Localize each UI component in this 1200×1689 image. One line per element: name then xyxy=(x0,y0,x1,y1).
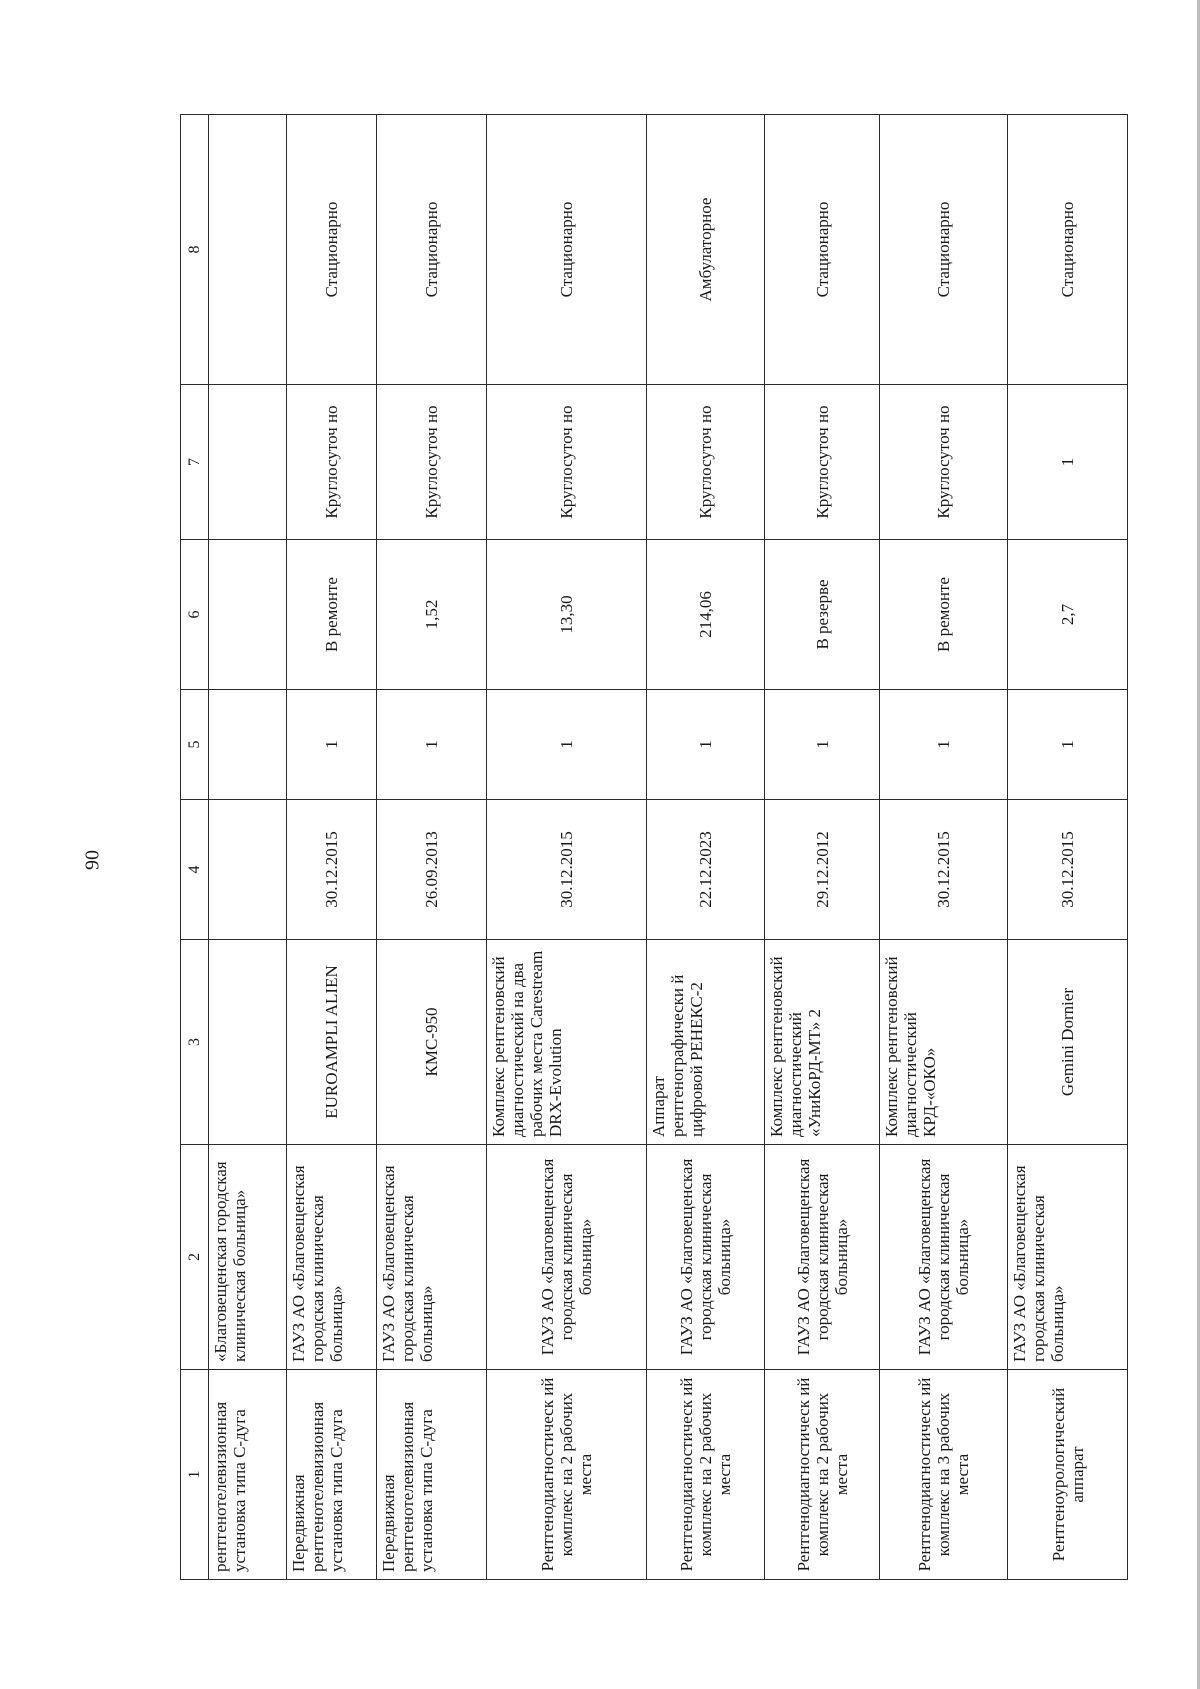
cell-schedule: Круглосуточ но xyxy=(647,385,765,540)
cell-schedule: Круглосуточ но xyxy=(487,385,647,540)
cell-model: Комплекс рентгеновский диагностический «УниКоРД-МТ» 2 xyxy=(765,940,880,1145)
cell-model: Аппарат рентгенографически й цифровой РЕНЕКС-2 xyxy=(647,940,765,1145)
cell-mode: Стационарно xyxy=(880,115,1008,385)
table-row xyxy=(880,115,1008,1580)
header-cell-3: 3 xyxy=(181,940,209,1145)
cell-value: В ремонте xyxy=(880,540,1008,690)
table-row xyxy=(765,115,880,1580)
cell-equipment-type: Рентгенодиагностическ ий комплекс на 2 рабочих места xyxy=(765,1370,880,1580)
cell-date: 30.12.2015 xyxy=(1008,800,1128,940)
cell-organization: ГАУЗ АО «Благовещенская городская клиническая больница» xyxy=(287,1145,377,1370)
header-cell-7: 7 xyxy=(181,385,209,540)
cell-mode: Стационарно xyxy=(1008,115,1128,385)
cell-organization: «Благовещенская городская клиническая больница» xyxy=(209,1145,287,1370)
cell-mode: Стационарно xyxy=(377,115,487,385)
cell-organization: ГАУЗ АО «Благовещенская городская клиническая больница» xyxy=(880,1145,1008,1370)
table-row xyxy=(287,115,377,1580)
cell-value: 1,52 xyxy=(377,540,487,690)
table-row xyxy=(209,115,287,1580)
cell-schedule: 1 xyxy=(1008,385,1128,540)
header-cell-2: 2 xyxy=(181,1145,209,1370)
header-cell-5: 5 xyxy=(181,690,209,800)
cell-count: 1 xyxy=(487,690,647,800)
header-cell-6: 6 xyxy=(181,540,209,690)
table-row xyxy=(377,115,487,1580)
rotated-table-container xyxy=(180,115,1087,1580)
table-row xyxy=(647,115,765,1580)
cell-organization: ГАУЗ АО «Благовещенская городская клиническая больница» xyxy=(487,1145,647,1370)
header-cell-4: 4 xyxy=(181,800,209,940)
cell-count: 1 xyxy=(287,690,377,800)
cell-equipment-type: Рентгенодиагностическ ий комплекс на 3 рабочих места xyxy=(880,1370,1008,1580)
cell-equipment-type: Рентгенодиагностическ ий комплекс на 2 рабочих места xyxy=(487,1370,647,1580)
cell-date: 30.12.2015 xyxy=(287,800,377,940)
cell-mode: Стационарно xyxy=(487,115,647,385)
cell-mode: Амбулаторное xyxy=(647,115,765,385)
cell-model: КМС-950 xyxy=(377,940,487,1145)
cell-count: 1 xyxy=(765,690,880,800)
cell-date: 30.12.2015 xyxy=(880,800,1008,940)
cell-mode: Стационарно xyxy=(765,115,880,385)
cell-count xyxy=(209,690,287,800)
cell-count: 1 xyxy=(647,690,765,800)
table-row xyxy=(1008,115,1128,1580)
page-number-text: 90 xyxy=(81,850,104,870)
cell-date: 22.12.2023 xyxy=(647,800,765,940)
cell-equipment-type: Передвижная рентгенотелевизионная установка типа С-дуга xyxy=(287,1370,377,1580)
cell-equipment-type: Рентгенодиагностическ ий комплекс на 2 рабочих места xyxy=(647,1370,765,1580)
cell-equipment-type: Передвижная рентгенотелевизионная установка типа С-дуга xyxy=(377,1370,487,1580)
cell-schedule: Круглосуточ но xyxy=(377,385,487,540)
cell-equipment-type: рентгенотелевизионная установка типа С-дуга xyxy=(209,1370,287,1580)
cell-value: 13,30 xyxy=(487,540,647,690)
cell-mode xyxy=(209,115,287,385)
cell-model: EUROAMPLI ALIEN xyxy=(287,940,377,1145)
cell-value xyxy=(209,540,287,690)
header-cell-8: 8 xyxy=(181,115,209,385)
cell-schedule xyxy=(209,385,287,540)
cell-organization: ГАУЗ АО «Благовещенская городская клиническая больница» xyxy=(765,1145,880,1370)
cell-count: 1 xyxy=(1008,690,1128,800)
cell-organization: ГАУЗ АО «Благовещенская городская клиническая больница» xyxy=(377,1145,487,1370)
cell-mode: Стационарно xyxy=(287,115,377,385)
header-row xyxy=(181,115,209,1580)
cell-organization: ГАУЗ АО «Благовещенская городская клиническая больница» xyxy=(647,1145,765,1370)
cell-value: 214,06 xyxy=(647,540,765,690)
cell-model xyxy=(209,940,287,1145)
cell-count: 1 xyxy=(377,690,487,800)
equipment-table xyxy=(180,114,1128,1580)
cell-organization: ГАУЗ АО «Благовещенская городская клиническая больница» xyxy=(1008,1145,1128,1370)
cell-model: Gemini Dornier xyxy=(1008,940,1128,1145)
cell-date: 30.12.2015 xyxy=(487,800,647,940)
cell-model: Комплекс рентгеновский диагностический на два рабочих места Carestream DRX-Evolution xyxy=(487,940,647,1145)
cell-equipment-type: Рентгеноурологический аппарат xyxy=(1008,1370,1128,1580)
cell-value: 2,7 xyxy=(1008,540,1128,690)
cell-schedule: Круглосуточ но xyxy=(765,385,880,540)
cell-value: В резерве xyxy=(765,540,880,690)
cell-schedule: Круглосуточ но xyxy=(287,385,377,540)
cell-count: 1 xyxy=(880,690,1008,800)
table-row xyxy=(487,115,647,1580)
cell-schedule: Круглосуточ но xyxy=(880,385,1008,540)
cell-date: 29.12.2012 xyxy=(765,800,880,940)
header-cell-1: 1 xyxy=(181,1370,209,1580)
cell-date: 26.09.2013 xyxy=(377,800,487,940)
cell-value: В ремонте xyxy=(287,540,377,690)
cell-model: Комплекс рентгеновский диагностический КРД-«ОКО» xyxy=(880,940,1008,1145)
cell-date xyxy=(209,800,287,940)
